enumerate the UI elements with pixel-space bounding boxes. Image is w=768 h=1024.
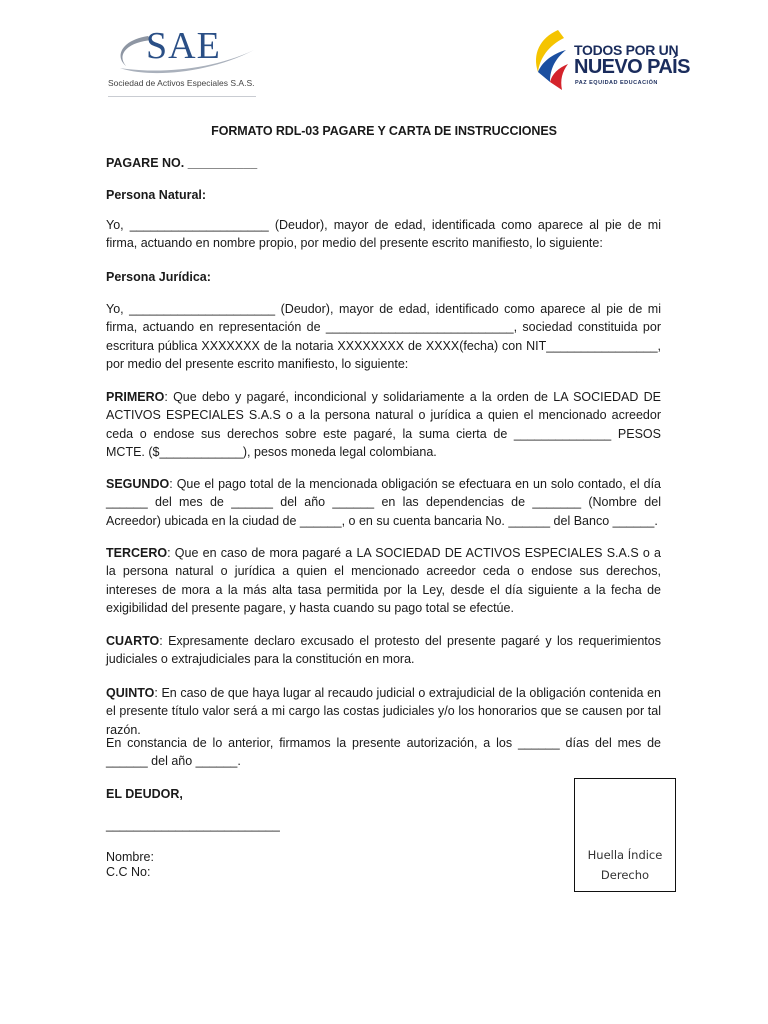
sae-logo-text: SAE bbox=[146, 25, 221, 67]
clause-label: PRIMERO bbox=[106, 390, 165, 404]
fingerprint-label bbox=[575, 845, 675, 885]
document-title: FORMATO RDL-03 PAGARE Y CARTA DE INSTRUCCIONES bbox=[211, 124, 557, 138]
sae-logo-divider bbox=[108, 96, 256, 97]
clause-text: : Que en caso de mora pagaré a LA SOCIEDAD DE ACTIVOS ESPECIALES S.A.S o a la persona natural o jurídica a quien el mencionado acreedor ceda o endose sus derechos, intereses de mora a la más alta tasa permitida por la Ley, desde el día siguiente a la fecha de exigibilidad del presente pagare, y hasta cuando su pago total se efectúe. bbox=[106, 546, 661, 616]
gov-logo-line1: TODOS POR UN bbox=[574, 42, 679, 58]
id-label: C.C No: bbox=[106, 865, 151, 879]
clause-text: : Expresamente declaro excusado el protesto del presente pagaré y los requerimientos judiciales o extrajudiciales para la constitución en mora. bbox=[106, 634, 661, 667]
clause-label: SEGUNDO bbox=[106, 477, 170, 491]
clause-text: : Que debo y pagaré, incondicional y solidariamente a la orden de LA SOCIEDAD DE ACTIVOS ESPECIALES S.A.S o a la persona natural o jurídica a quien el mencionado acreedor ceda o endose sus derechos sobre este pagaré, la suma cierta de ______________ PESOS MCTE. ($____________), pesos moneda legal colombiana. bbox=[106, 390, 661, 460]
clause-label: QUINTO bbox=[106, 686, 155, 700]
clause-label: TERCERO bbox=[106, 546, 168, 560]
legal-person-text: Yo, _____________________ (Deudor), mayor de edad, identificado como aparece al pie de mi firma, actuando en representación de ___________________________, sociedad constituida por escritura pública XXXXXXX de la notaria XXXXXXXX de XXXX(fecha) con NIT________________, por medio del presente escrito manifiesto, lo siguiente: bbox=[106, 302, 661, 372]
closing-text: En constancia de lo anterior, firmamos la presente autorización, a los ______ días del mes de ______ del año ______. bbox=[106, 736, 661, 769]
name-label: Nombre: bbox=[106, 850, 154, 864]
pagare-number: PAGARE NO. __________ bbox=[106, 156, 258, 170]
colombia-flag-swoosh-icon bbox=[530, 28, 574, 94]
clause-segundo bbox=[106, 475, 661, 530]
fingerprint-label-line1: Huella Índice bbox=[587, 848, 663, 862]
natural-person-text: Yo, ____________________ (Deudor), mayor de edad, identificada como aparece al pie de mi firma, actuando en nombre propio, por medio del presente escrito manifiesto, lo siguiente: bbox=[106, 218, 661, 251]
sae-logo-subtitle: Sociedad de Activos Especiales S.A.S. bbox=[108, 78, 255, 88]
clause-primero bbox=[106, 388, 661, 462]
sae-logo bbox=[108, 22, 258, 98]
clause-tercero bbox=[106, 544, 661, 618]
clause-cuarto bbox=[106, 632, 661, 669]
fingerprint-box bbox=[574, 778, 676, 892]
clause-text: : Que el pago total de la mencionada obligación se efectuara en un solo contado, el día ______ del mes de ______ del año ______ en las dependencias de _______ (Nombre del Acreedor) ubicada en la ciudad de ______, o en su cuenta bancaria No. ______ del Banco ______. bbox=[106, 477, 661, 528]
clause-quinto bbox=[106, 684, 661, 739]
gov-logo-tagline: PAZ EQUIDAD EDUCACIÓN bbox=[575, 80, 658, 86]
gov-logo-line2: NUEVO PAÍS bbox=[574, 56, 690, 78]
signature-line: _________________________ bbox=[106, 818, 280, 832]
clause-label: CUARTO bbox=[106, 634, 160, 648]
natural-person-heading: Persona Natural: bbox=[106, 188, 207, 202]
legal-person-heading: Persona Jurídica: bbox=[106, 270, 211, 284]
gov-logo bbox=[530, 28, 690, 94]
clause-text: : En caso de que haya lugar al recaudo judicial o extrajudicial de la obligación contenida en el presente título valor será a mi cargo las costas judiciales y/o los honorarios que se causen por tal razón. bbox=[106, 686, 661, 737]
debtor-heading: EL DEUDOR, bbox=[106, 787, 183, 801]
fingerprint-label-line2: Derecho bbox=[600, 868, 650, 882]
